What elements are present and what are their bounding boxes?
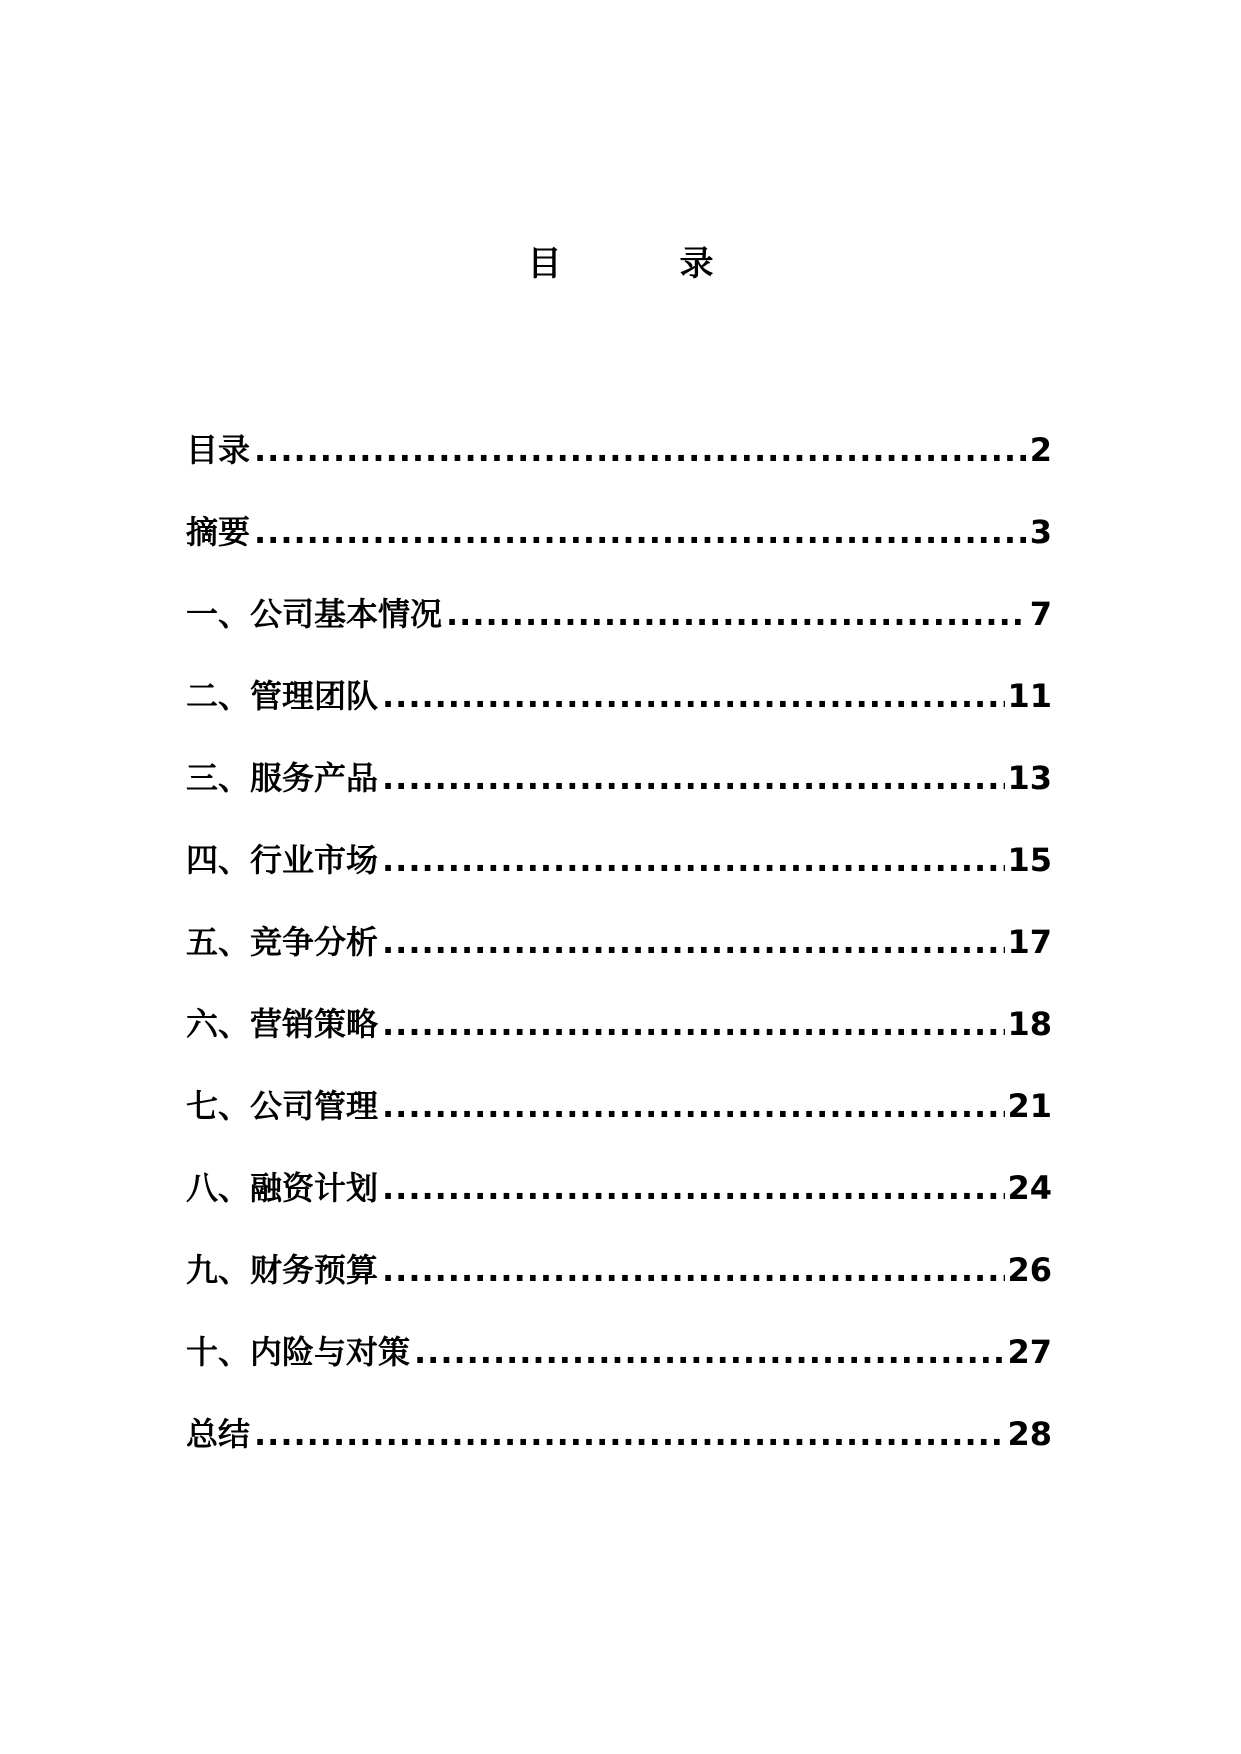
dot-leader <box>382 1086 1005 1126</box>
toc-entry-label: 六、营销策略 <box>186 1005 379 1043</box>
toc-entry-page: 24 <box>1007 1169 1052 1207</box>
toc-entry-label: 四、行业市场 <box>186 841 379 879</box>
toc-entry-page: 3 <box>1029 513 1052 551</box>
toc-entry-label: 十、内险与对策 <box>186 1333 411 1371</box>
toc-entry-service-products[interactable] <box>186 758 1052 840</box>
toc-entry-page: 11 <box>1007 677 1052 715</box>
toc-entry-label: 八、融资计划 <box>186 1169 379 1207</box>
dot-leader <box>382 1168 1005 1208</box>
toc-entry-page: 15 <box>1007 841 1052 879</box>
toc-entry-industry-market[interactable] <box>186 840 1052 922</box>
toc-entry-financing-plan[interactable] <box>186 1168 1052 1250</box>
dot-leader <box>254 430 1028 470</box>
dot-leader <box>254 512 1028 552</box>
toc-entry-marketing-strategy[interactable] <box>186 1004 1052 1086</box>
toc-entry-label: 九、财务预算 <box>186 1251 379 1289</box>
toc-entry-page: 7 <box>1029 595 1052 633</box>
page-title: 目 录 <box>527 244 756 284</box>
toc-entry-company-overview[interactable] <box>186 594 1052 676</box>
toc-entry-page: 21 <box>1007 1087 1052 1125</box>
toc-entry-page: 28 <box>1007 1415 1052 1453</box>
toc-entry-management-team[interactable] <box>186 676 1052 758</box>
toc-entry-label: 二、管理团队 <box>186 677 379 715</box>
table-of-contents <box>186 430 1052 1496</box>
toc-entry-label: 目录 <box>186 431 251 469</box>
toc-entry-page: 13 <box>1007 759 1052 797</box>
toc-entry-company-management[interactable] <box>186 1086 1052 1168</box>
toc-entry-page: 27 <box>1007 1333 1052 1371</box>
toc-entry-risks-countermeasures[interactable] <box>186 1332 1052 1414</box>
toc-entry-contents[interactable] <box>186 430 1052 512</box>
toc-entry-label: 七、公司管理 <box>186 1087 379 1125</box>
dot-leader <box>254 1414 1005 1454</box>
toc-entry-summary[interactable] <box>186 1414 1052 1496</box>
dot-leader <box>382 758 1005 798</box>
toc-entry-abstract[interactable] <box>186 512 1052 594</box>
toc-entry-competition-analysis[interactable] <box>186 922 1052 1004</box>
toc-entry-label: 一、公司基本情况 <box>186 595 443 633</box>
toc-entry-label: 总结 <box>186 1415 251 1453</box>
dot-leader <box>446 594 1028 634</box>
dot-leader <box>382 840 1005 880</box>
toc-entry-label: 五、竞争分析 <box>186 923 379 961</box>
dot-leader <box>382 676 1005 716</box>
toc-entry-label: 三、服务产品 <box>186 759 379 797</box>
toc-entry-financial-budget[interactable] <box>186 1250 1052 1332</box>
toc-entry-page: 2 <box>1029 431 1052 469</box>
toc-entry-page: 17 <box>1007 923 1052 961</box>
dot-leader <box>382 1004 1005 1044</box>
dot-leader <box>414 1332 1005 1372</box>
toc-entry-page: 26 <box>1007 1251 1052 1289</box>
dot-leader <box>382 922 1005 962</box>
dot-leader <box>382 1250 1005 1290</box>
toc-entry-label: 摘要 <box>186 513 251 551</box>
toc-entry-page: 18 <box>1007 1005 1052 1043</box>
